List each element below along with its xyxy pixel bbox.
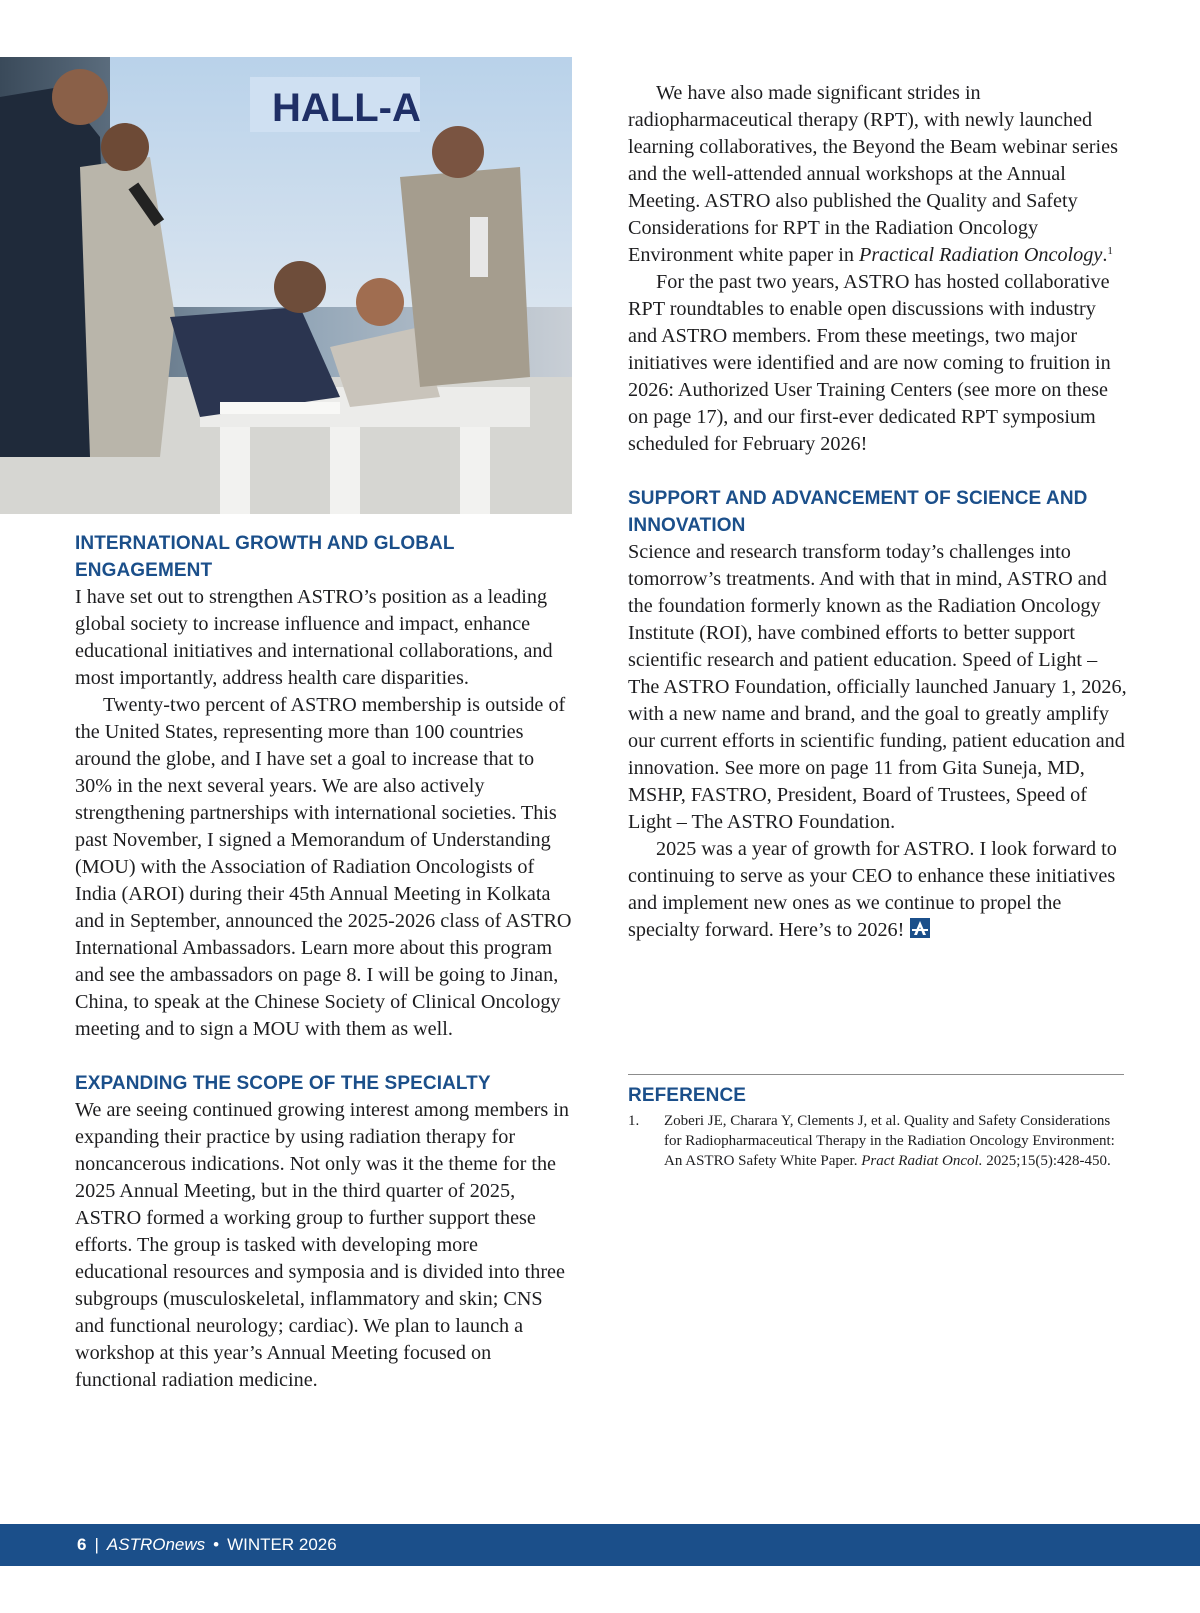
right-column: [628, 80, 1128, 944]
section-heading-scope: EXPANDING THE SCOPE OF THE SPECIALTY: [75, 1073, 491, 1094]
paragraph: For the past two years, ASTRO has hosted collaborative RPT roundtables to enable open discussions with industry and ASTRO members. From these meetings, two major initiatives were identified and are now coming to fruition in 2026: Authorized User Training Centers (see more on these on page 17), and our first-ever dedicated RPT symposium scheduled for February 2026!: [628, 271, 1111, 455]
footer-bullet: •: [213, 1535, 220, 1554]
paragraph: Science and research transform today’s challenges into tomorrow’s treatments. And with that in mind, ASTRO and the foundation formerly known as the Radiation Oncology Institute (ROI), have combined efforts to better support scientific research and patient education. Speed of Light – The ASTRO Foundation, officially launched January 1, 2026, with a new name and brand, and the goal to greatly amplify our current efforts in scientific funding, patient education and innovation. See more on page 11 from Gita Suneja, MD, MSHP, FASTRO, President, Board of Trustees, Speed of Light – The ASTRO Foundation.: [628, 541, 1127, 833]
astro-logo-icon: [910, 918, 930, 938]
paragraph: I have set out to strengthen ASTRO’s position as a leading global society to increase influence and impact, enhance educational initiatives and international collaborations, and most importantly, address health care disparities.: [75, 586, 553, 689]
reference-divider: [628, 1074, 1124, 1075]
left-column: [75, 530, 575, 1394]
reference-number: 1.: [628, 1113, 640, 1129]
issue-label: WINTER 2026: [227, 1535, 337, 1554]
reference-section: [628, 1082, 1124, 1171]
reference-item: [628, 1111, 1124, 1171]
journal-title: Practical Radiation Oncology: [858, 244, 1103, 266]
page-number: 6: [77, 1535, 87, 1554]
hall-sign: HALL-A: [272, 86, 421, 130]
footer-separator: |: [94, 1535, 99, 1554]
paragraph: We have also made significant strides in radiopharmaceutical therapy (RPT), with newly launched learning collaboratives, the Beyond the Beam webinar series and the well-attended annual workshops at the Annual Meeting. ASTRO also published the Quality and Safety Considerations for RPT in the Radiation Oncology Environment white paper in Practical Radiation Oncology.$^1$: [628, 82, 1118, 266]
paragraph: Twenty-two percent of ASTRO membership is outside of the United States, representing more than 100 countries around the globe, and I have set a goal to increase that to 30% in the next several years. We are also actively strengthening partnerships with international societies. This past November, I signed a Memorandum of Understanding (MOU) with the Association of Radiation Oncologists of India (AROI) during their 45th Annual Meeting in Kolkata and in September, announced the 2025-2026 class of ASTRO International Ambassadors. Learn more about this program and see the ambassadors on page 8. I will be going to Jinan, China, to speak at the Chinese Society of Clinical Oncology meeting and to sign a MOU with them as well.: [75, 694, 572, 1040]
section-heading-science: SUPPORT AND ADVANCEMENT OF SCIENCE AND INNOVATION: [628, 488, 1088, 536]
section-heading-international: INTERNATIONAL GROWTH AND GLOBAL ENGAGEMENT: [75, 533, 455, 581]
paragraph: 2025 was a year of growth for ASTRO. I look forward to continuing to serve as your CEO to enhance these initiatives and implement new ones as we continue to propel the specialty forward. Here’s to 2026!: [628, 838, 1117, 941]
event-photo: [0, 57, 572, 514]
reference-heading: REFERENCE: [628, 1085, 747, 1106]
publication-name: ASTROnews: [106, 1535, 206, 1554]
reference-text: Zoberi JE, Charara Y, Clements J, et al. Quality and Safety Considerations for Radiopharmaceutical Therapy in the Radiation Oncology Environment: An ASTRO Safety White Paper. Pract Radiat Oncol. 2025;15(5):428-450.: [664, 1113, 1115, 1169]
reference-marker: 1: [1107, 245, 1113, 257]
paragraph: We are seeing continued growing interest among members in expanding their practice by using radiation therapy for noncancerous indications. Not only was it the theme for the 2025 Annual Meeting, but in the third quarter of 2025, ASTRO formed a working group to further support these efforts. The group is tasked with developing more educational resources and symposia and is divided into three subgroups (musculoskeletal, inflammatory and skin; CNS and functional neurology; cardiac). We plan to launch a workshop at this year’s Annual Meeting focused on functional radiation medicine.: [75, 1099, 569, 1391]
page-footer: [0, 1524, 1200, 1566]
